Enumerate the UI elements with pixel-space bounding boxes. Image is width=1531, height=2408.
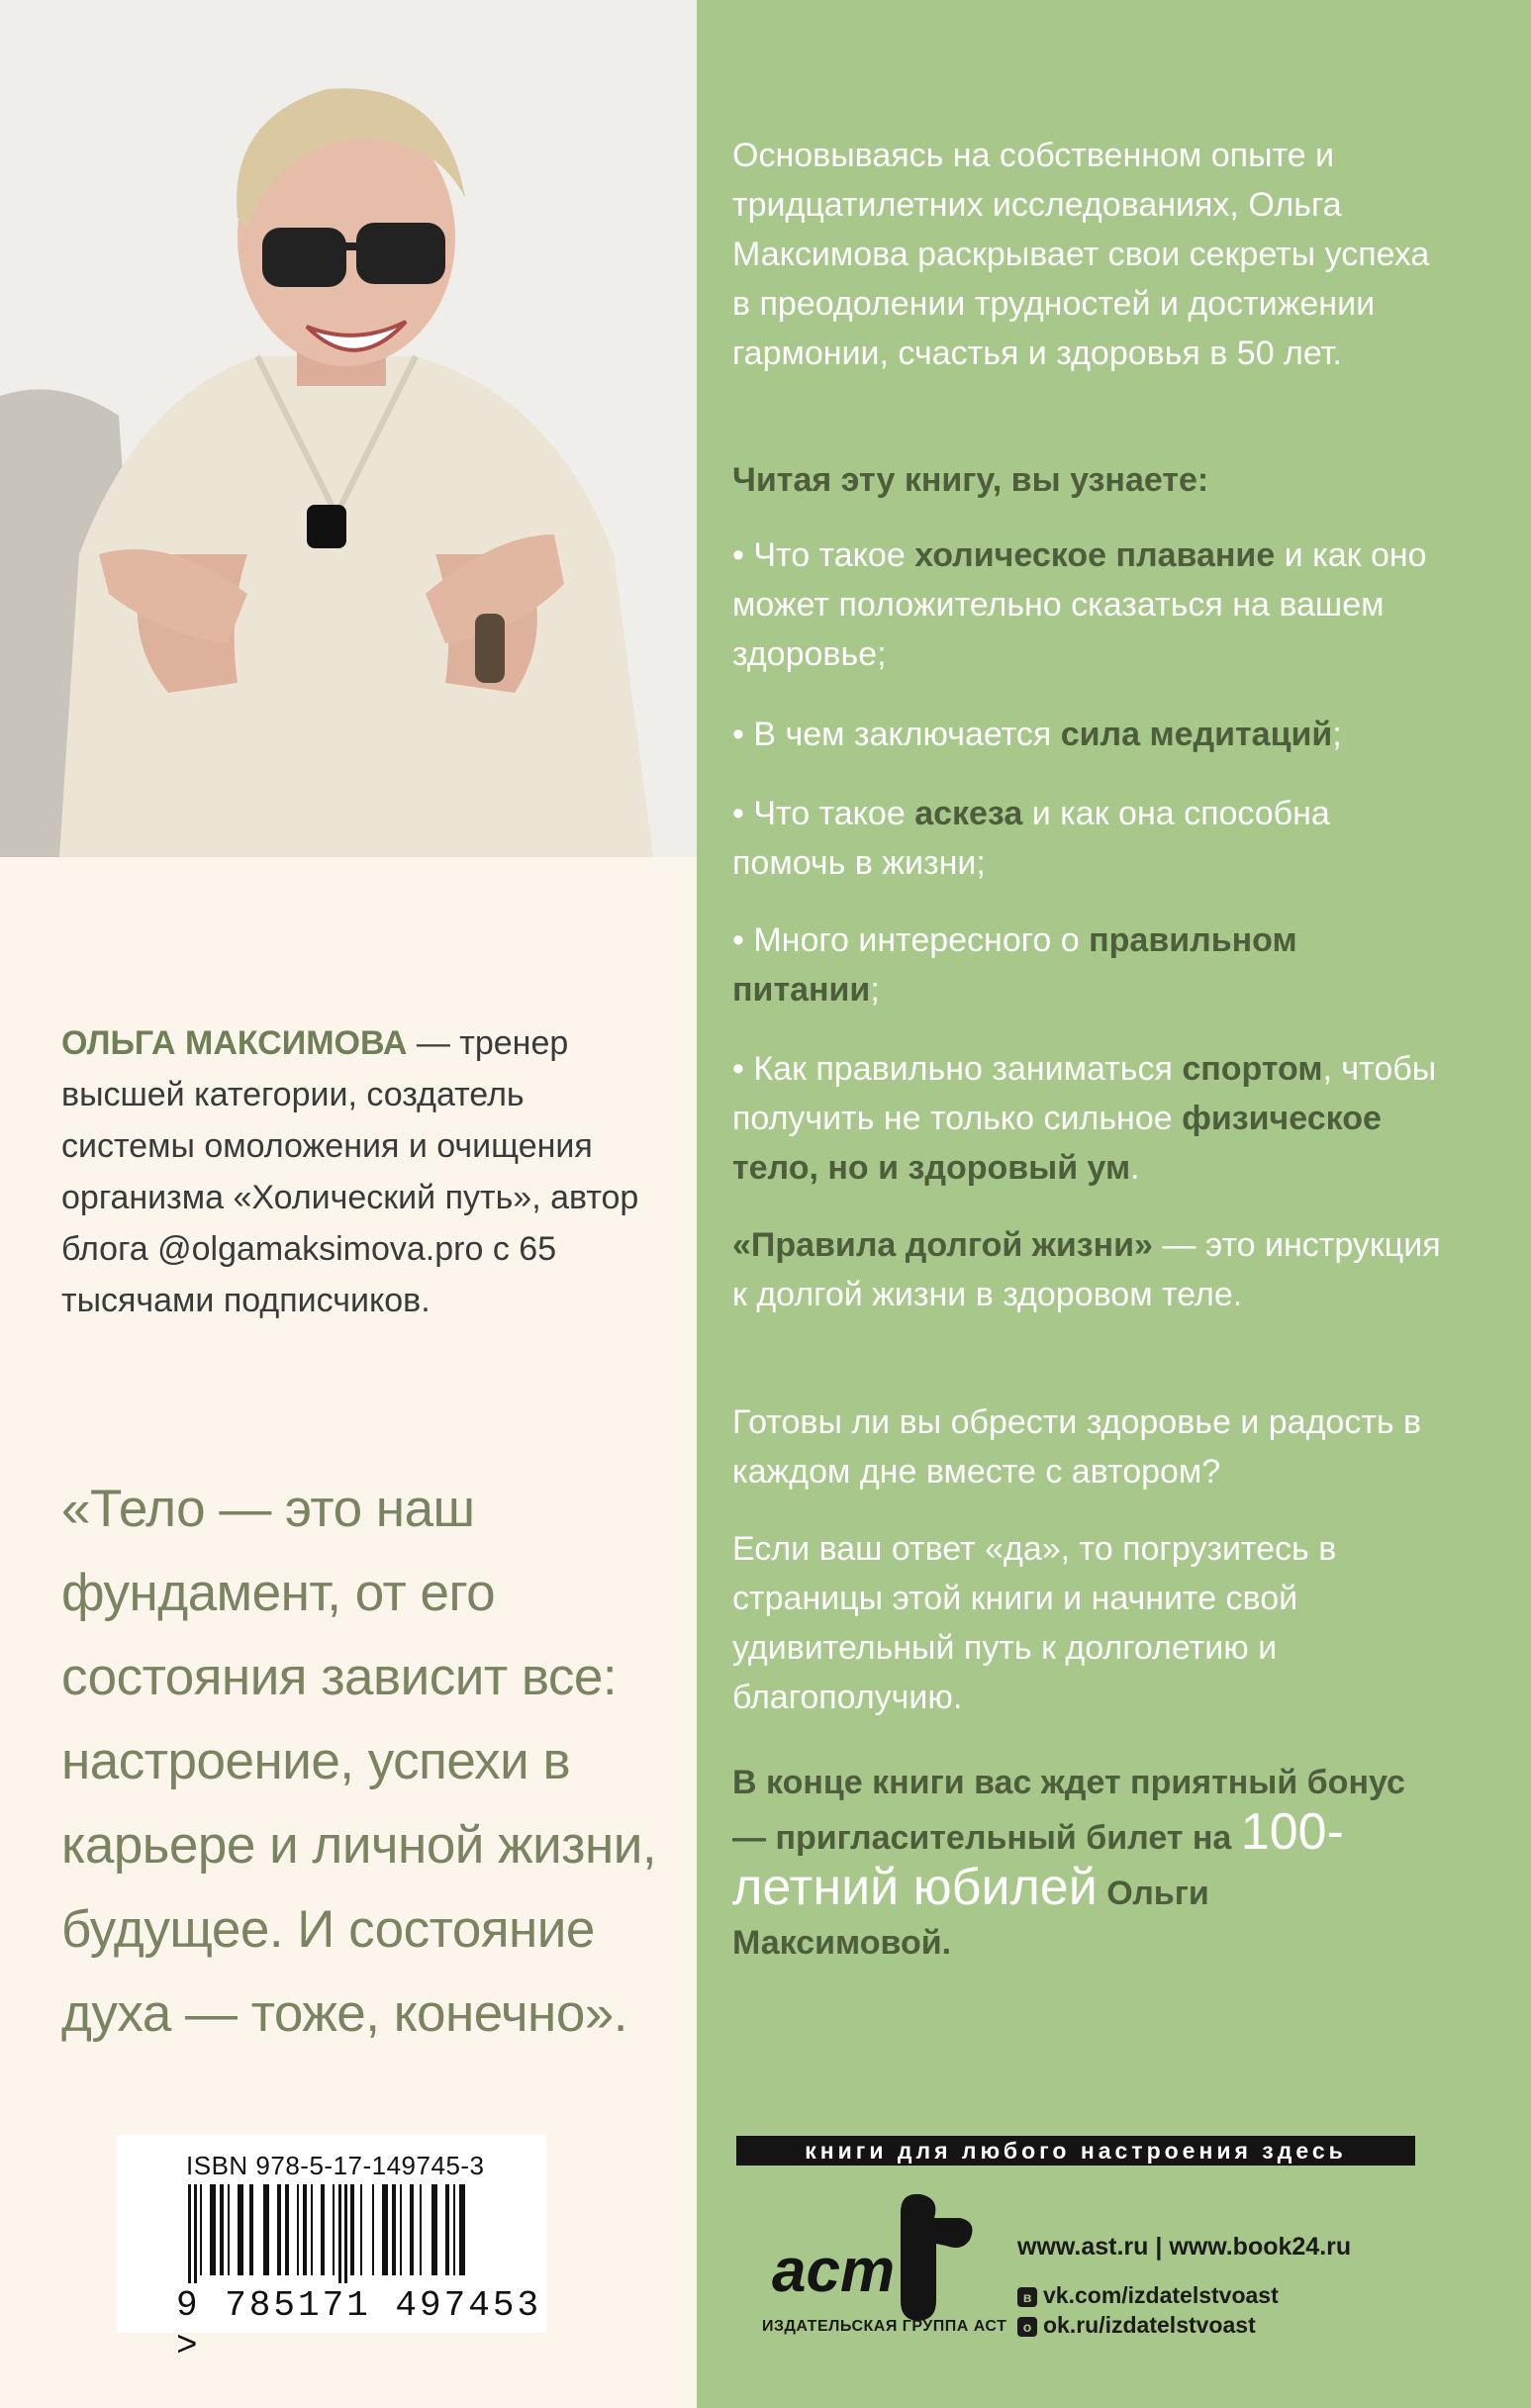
bullet-text: и как она способна помочь в жизни; xyxy=(732,795,1330,882)
vk-link-text: vk.com/izdatelstvoast xyxy=(1043,2282,1279,2308)
barcode-bar xyxy=(420,2184,422,2275)
bullet-text: ; xyxy=(870,971,880,1009)
bullet-item xyxy=(732,789,1445,888)
barcode-bar xyxy=(453,2184,455,2275)
bullet-item xyxy=(732,710,1445,759)
isbn-digits: 9 785171 497453 > xyxy=(176,2285,542,2366)
barcode-bar xyxy=(303,2184,307,2275)
barcode-bar xyxy=(410,2184,414,2275)
isbn-label: ISBN 978-5-17-149745-3 xyxy=(186,2151,485,2180)
barcode-bar xyxy=(210,2184,216,2275)
rules-paragraph xyxy=(732,1220,1445,1319)
quote-line: фундамент, от его xyxy=(61,1564,496,1622)
quote-line: настроение, успехи в xyxy=(61,1732,571,1790)
barcode-bar xyxy=(277,2184,281,2275)
barcode-bar xyxy=(285,2184,289,2275)
bullet-text: , чтобы получить не только сильное xyxy=(732,1050,1437,1137)
author-quote xyxy=(61,1467,675,2056)
bullet-bold: физическое тело, но и здоровый ум xyxy=(732,1100,1382,1187)
barcode-bar xyxy=(311,2184,313,2275)
bullet-text: • Что такое xyxy=(732,795,915,832)
barcode-bar xyxy=(431,2184,437,2275)
barcode-bar xyxy=(188,2184,191,2283)
barcode-bar xyxy=(360,2184,362,2275)
bullet-text: и как оно может положительно сказаться на вашем здоровье; xyxy=(732,536,1427,673)
author-bio xyxy=(61,1017,665,1326)
author-name: ОЛЬГА МАКСИМОВА xyxy=(61,1024,408,1062)
bonus-highlight: 100-летний юбилей xyxy=(732,1803,1344,1916)
bullet-bold: правильном питании xyxy=(732,921,1297,1009)
bonus-text: Ольги Максимовой. xyxy=(732,1875,1209,1962)
barcode-bar xyxy=(338,2184,341,2283)
bullet-item xyxy=(732,915,1445,1014)
bullet-text: • Много интересного о xyxy=(732,921,1090,959)
barcode-bar xyxy=(350,2184,354,2275)
barcode-bar xyxy=(382,2184,388,2275)
quote-line: карьере и личной жизни, xyxy=(61,1816,657,1875)
barcode-bar xyxy=(238,2184,243,2275)
publisher-banner: книги для любого настроения здесь xyxy=(736,2136,1415,2166)
learn-heading: Читая эту книгу, вы узнаете: xyxy=(732,461,1209,499)
answer-paragraph: Если ваш ответ «да», то погрузитесь в страницы этой книги и начните свой удивительный путь к долголетию и благополучию. xyxy=(732,1530,1337,1716)
bullet-item xyxy=(732,1044,1445,1193)
publisher-caption: ИЗДАТЕЛЬСКАЯ ГРУППА АСТ xyxy=(762,2318,1007,2335)
barcode-bar xyxy=(333,2184,335,2275)
rules-text: — это инструкция к долгой жизни в здоровом теле. xyxy=(732,1226,1441,1313)
barcode-bar xyxy=(220,2184,224,2275)
barcode-bar xyxy=(392,2184,396,2275)
quote-line: «Тело — это наш xyxy=(61,1480,475,1538)
barcode-bar xyxy=(200,2184,202,2275)
ast-logo xyxy=(752,2182,990,2341)
bullet-bold: спортом xyxy=(1182,1050,1323,1088)
barcode-bar xyxy=(249,2184,253,2275)
quote-line: духа — тоже, конечно». xyxy=(61,1984,627,2043)
barcode-bar xyxy=(321,2184,325,2275)
barcode-bar xyxy=(459,2184,465,2275)
bullet-bold: сила медитаций xyxy=(1060,716,1333,753)
book-title: «Правила долгой жизни» xyxy=(732,1226,1153,1264)
barcode-bar xyxy=(400,2184,402,2275)
barcode-bar xyxy=(372,2184,374,2275)
publisher-sites[interactable]: www.ast.ru | www.book24.ru xyxy=(1017,2233,1352,2261)
quote-line: будущее. И состояние xyxy=(61,1900,595,1959)
description-intro: Основываясь на собственном опыте и тридцатилетних исследованиях, Ольга Максимова раскрывает свои секреты успеха в преодолении трудностей и достижении гармонии, счастья и здоровья в 50 лет. xyxy=(732,137,1430,372)
vk-link[interactable] xyxy=(1017,2282,1279,2309)
vk-icon: в xyxy=(1017,2287,1037,2307)
bullet-text: . xyxy=(1130,1149,1140,1187)
bullet-text: • Что такое xyxy=(732,536,915,574)
ok-icon: о xyxy=(1017,2317,1037,2337)
ok-link[interactable] xyxy=(1017,2312,1256,2339)
left-panel xyxy=(0,0,697,2408)
barcode-bar xyxy=(445,2184,449,2275)
question-paragraph: Готовы ли вы обрести здоровье и радость в каждом дне вместе с автором? xyxy=(732,1403,1422,1491)
barcode-bar xyxy=(228,2184,230,2275)
author-bio-text: — тренер высшей категории, создатель системы омоложения и очищения организма «Холический путь», автор блога @olgamaksimova.pro с 65 тысячами подписчиков. xyxy=(61,1024,639,1319)
logo-text: аст xyxy=(772,2237,896,2305)
quote-line: состояния зависит все: xyxy=(61,1648,618,1706)
bullet-text: • В чем заключается xyxy=(732,716,1061,753)
barcode-bar xyxy=(263,2184,269,2275)
bonus-paragraph xyxy=(732,1758,1405,1968)
barcode-bar xyxy=(297,2184,299,2275)
barcode-bar xyxy=(194,2184,197,2283)
author-photo xyxy=(0,0,697,857)
bonus-text: В конце книги вас ждет приятный бонус — пригласительный билет на xyxy=(732,1764,1405,1857)
bullet-bold: аскеза xyxy=(914,795,1023,832)
bullet-bold: холическое плавание xyxy=(914,536,1276,574)
bullet-item xyxy=(732,530,1445,679)
bullet-text: • Как правильно заниматься xyxy=(732,1050,1183,1088)
barcode xyxy=(184,2184,481,2283)
isbn-block xyxy=(117,2135,546,2366)
barcode-bar xyxy=(344,2184,347,2283)
bullet-text: ; xyxy=(1332,716,1342,753)
ok-link-text: ok.ru/izdatelstvoast xyxy=(1043,2312,1256,2338)
